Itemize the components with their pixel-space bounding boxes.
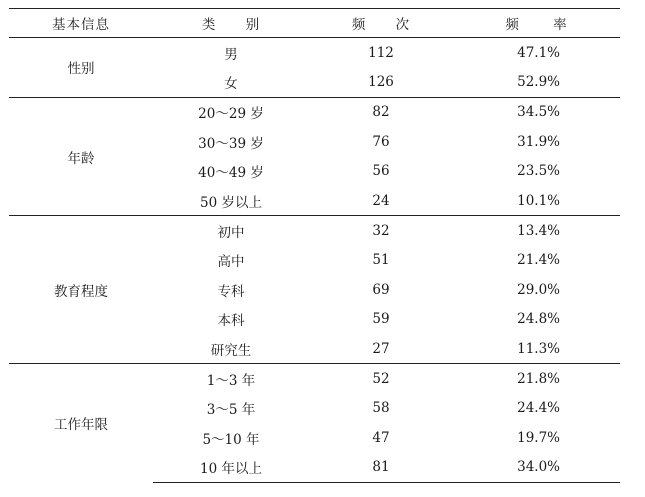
header-category: 类 别 xyxy=(153,9,309,38)
group-name-cell: 工作年限 xyxy=(9,364,153,483)
percent-cell: 13.4% xyxy=(453,216,620,246)
percent-cell: 52.9% xyxy=(517,74,560,91)
header-frequency-count: 频 次 xyxy=(309,9,453,38)
percent-cell: 24.8% xyxy=(517,311,560,328)
group-name-cell: 教育程度 xyxy=(9,216,153,364)
percent-cell: 21.4% xyxy=(517,252,560,269)
header-basic-info: 基本信息 xyxy=(9,9,153,38)
count-cell: 47 xyxy=(372,429,390,446)
count-cell: 27 xyxy=(372,340,390,357)
count-cell: 112 xyxy=(368,44,394,61)
percent-cell: 23.5% xyxy=(517,163,560,180)
count-cell: 69 xyxy=(372,281,390,298)
count-cell: 81 xyxy=(309,452,453,482)
percent-cell: 24.4% xyxy=(517,400,560,417)
count-cell: 59 xyxy=(372,311,390,328)
table-body xyxy=(9,38,620,483)
group-name-cell: 性别 xyxy=(67,61,95,78)
category-cell: 女 xyxy=(224,76,238,93)
category-cell: 高中 xyxy=(217,254,245,271)
count-cell: 24 xyxy=(372,192,390,209)
category-cell: 本科 xyxy=(217,313,245,330)
table-row xyxy=(9,364,620,394)
table-header xyxy=(9,9,620,38)
category-cell: 3～5 年 xyxy=(206,402,256,419)
demographics-table xyxy=(9,8,620,483)
category-cell: 研究生 xyxy=(210,342,252,359)
percent-cell: 21.8% xyxy=(453,364,620,394)
category-cell: 20～29 岁 xyxy=(153,97,309,127)
count-cell: 52 xyxy=(309,364,453,394)
count-cell: 56 xyxy=(372,163,390,180)
table-row xyxy=(9,38,620,68)
category-cell: 男 xyxy=(224,46,238,63)
category-cell: 40～49 岁 xyxy=(198,165,264,182)
category-cell: 1～3 年 xyxy=(153,364,309,394)
category-cell: 30～39 岁 xyxy=(198,135,264,152)
category-cell: 初中 xyxy=(153,216,309,246)
percent-cell: 10.1% xyxy=(517,192,560,209)
count-cell: 32 xyxy=(309,216,453,246)
percent-cell: 34.5% xyxy=(453,97,620,127)
category-cell: 50 岁以上 xyxy=(200,194,262,211)
table-row xyxy=(9,97,620,127)
percent-cell: 19.7% xyxy=(517,429,560,446)
count-cell: 126 xyxy=(368,74,394,91)
header-frequency-rate: 频 率 xyxy=(453,9,620,38)
header-row xyxy=(9,9,620,38)
percent-cell: 29.0% xyxy=(517,281,560,298)
percent-cell: 34.0% xyxy=(453,452,620,482)
count-cell: 76 xyxy=(372,133,390,150)
group-name-cell: 年龄 xyxy=(9,97,153,216)
category-cell: 专科 xyxy=(217,283,245,300)
category-cell: 10 年以上 xyxy=(153,452,309,482)
count-cell: 51 xyxy=(372,252,390,269)
count-cell: 58 xyxy=(372,400,390,417)
count-cell: 82 xyxy=(309,97,453,127)
category-cell: 5～10 年 xyxy=(202,431,260,448)
percent-cell: 11.3% xyxy=(517,340,560,357)
percent-cell: 31.9% xyxy=(517,133,560,150)
table-row xyxy=(9,216,620,246)
percent-cell: 47.1% xyxy=(517,44,560,61)
